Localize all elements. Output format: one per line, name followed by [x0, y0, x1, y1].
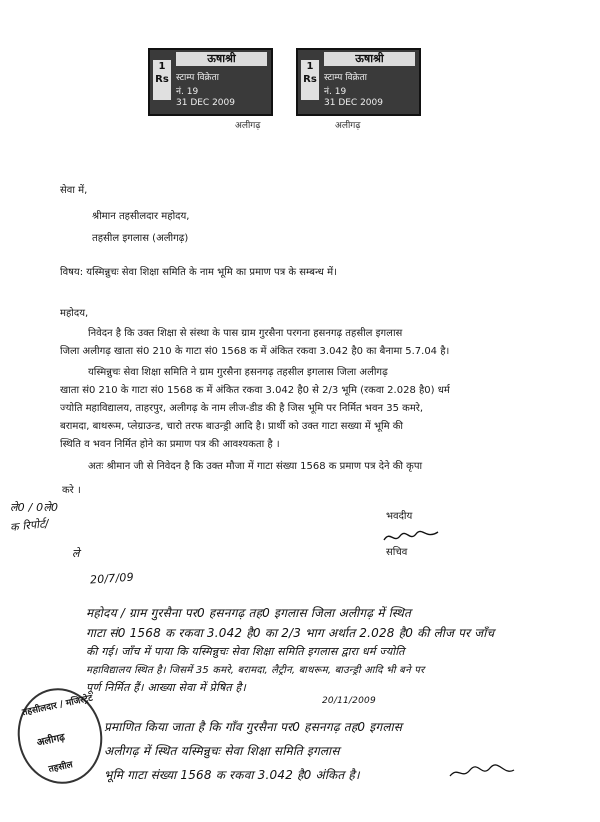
- seal-top: तहसीलदार / मजिस्ट्रेट: [21, 693, 94, 719]
- report-line: पूर्ण निर्मित हैं। आख्या सेवा में प्रेषित है।: [86, 681, 246, 694]
- stamp-header: ऊषाश्री: [176, 52, 267, 66]
- signature: [382, 528, 442, 546]
- subject-line: विषय: यस्मिन्नुचः सेवा शिक्षा समिति के नाम भूमि का प्रमाण पत्र के सम्बन्ध में।: [60, 267, 337, 278]
- report-line: महोदय / ग्राम गुरसैना पर0 हसनगढ़ तह0 इगलास जिला अलीगढ़ में स्थित: [86, 606, 412, 620]
- stamp-line2: नं. 19: [176, 87, 199, 97]
- stamp-left-caption: अलीगढ़: [235, 121, 261, 131]
- recipient-line1: श्रीमान तहसीलदार महोदय,: [92, 211, 190, 222]
- body-line: करे ।: [62, 485, 81, 496]
- cert-line: प्रमाणित किया जाता है कि गाँव गुरसैना पर0 हसनगढ़ तह0 इगलास: [104, 720, 403, 734]
- stamp-rs: 1 Rs: [153, 60, 171, 100]
- stamp-line3: 31 DEC 2009: [324, 98, 383, 108]
- body-line: यस्मिन्नुचः सेवा शिक्षा समिति ने ग्राम गुरसैना हसनगढ़ तहसील इगलास जिला अलीगढ़: [88, 367, 388, 378]
- body-line: अतः श्रीमान जी से निवेदन है कि उक्त मौजा में गाटा संख्या 1568 क प्रमाण पत्र देने की कृपा: [88, 461, 423, 472]
- stamp-right: [296, 48, 421, 116]
- stamp-line1: स्टाम्प विक्रेता: [324, 73, 367, 83]
- stamp-rs: 1 Rs: [301, 60, 319, 100]
- cert-line: अलीगढ़ में स्थित यस्मिन्नुचः सेवा शिक्षा समिति इगलास: [104, 744, 340, 758]
- cert-signature: [448, 762, 518, 782]
- margin-note-line: ले: [72, 547, 80, 560]
- stamp-right-caption: अलीगढ़: [335, 121, 361, 131]
- body-line: ज्योति महाविद्यालय, ताहरपुर, अलीगढ़ के नाम लीज-डीड की है जिस भूमि पर निर्मित भवन 35 कमरे,: [60, 403, 424, 414]
- recipient-line2: तहसील इगलास (अलीगढ़): [92, 233, 189, 244]
- tehsildar-seal: [9, 680, 111, 791]
- greeting: महोदय,: [60, 308, 89, 319]
- stamp-line1: स्टाम्प विक्रेता: [176, 73, 219, 83]
- cert-line: भूमि गाटा संख्या 1568 क रकवा 3.042 है0 अंकित है।: [104, 768, 360, 782]
- salutation: सेवा में,: [60, 185, 88, 196]
- seal-mid: अलीगढ़: [35, 732, 66, 749]
- stamp-line3: 31 DEC 2009: [176, 98, 235, 108]
- body-line: स्थिति व भवन निर्मित होने का प्रमाण पत्र की आवश्यकता है ।: [60, 439, 280, 450]
- stamp-left: [148, 48, 273, 116]
- body-line: निवेदन है कि उक्त शिक्षा से संस्था के पास ग्राम गुरसैना परगना हसनगढ़ तहसील इगलास: [88, 328, 403, 339]
- seal-bottom: तहसील: [47, 760, 74, 775]
- stamp-line2: नं. 19: [324, 87, 347, 97]
- stamp-header: ऊषाश्री: [324, 52, 415, 66]
- margin-note-line: क रिपोर्ट/: [9, 517, 50, 534]
- report-line: की गई। जाँच में पाया कि यस्मिन्नुचः सेवा शिक्षा समिति इगलास द्वारा धर्म ज्योति: [86, 645, 405, 658]
- body-line: खाता सं0 210 के गाटा सं0 1568 क में अंकित रकवा 3.042 है0 से 2/3 भूमि (रकवा 2.028 है0) धर्म: [60, 385, 450, 396]
- designation: सचिव: [386, 547, 408, 558]
- report-date: 20/11/2009: [322, 696, 376, 706]
- closing: भवदीय: [386, 511, 413, 522]
- body-line: जिला अलीगढ़ खाता सं0 210 के गाटा सं0 1568 क में अंकित रकवा 3.042 है0 का बैनामा 5.7.04 है।: [60, 346, 450, 357]
- margin-note-line: 20/7/09: [89, 570, 135, 587]
- report-line: गाटा सं0 1568 क रकवा 3.042 है0 का 2/3 भाग अर्थात 2.028 है0 की लीज पर जाँच: [86, 626, 495, 640]
- body-line: बरामदा, बाथरूम, प्लेग्राउन्ड, चारो तरफ बाउन्ड्री आदि है। प्रार्थी को उक्त गाटा सख्या में भूमि की: [60, 421, 404, 432]
- report-line: महाविद्यालय स्थित है। जिसमें 35 कमरे, बरामदा, लैट्रीन, बाथरूम, बाउन्ड्री आदि भी बने पर: [86, 665, 425, 676]
- margin-note-line: ले0 / 0ले0: [10, 501, 59, 514]
